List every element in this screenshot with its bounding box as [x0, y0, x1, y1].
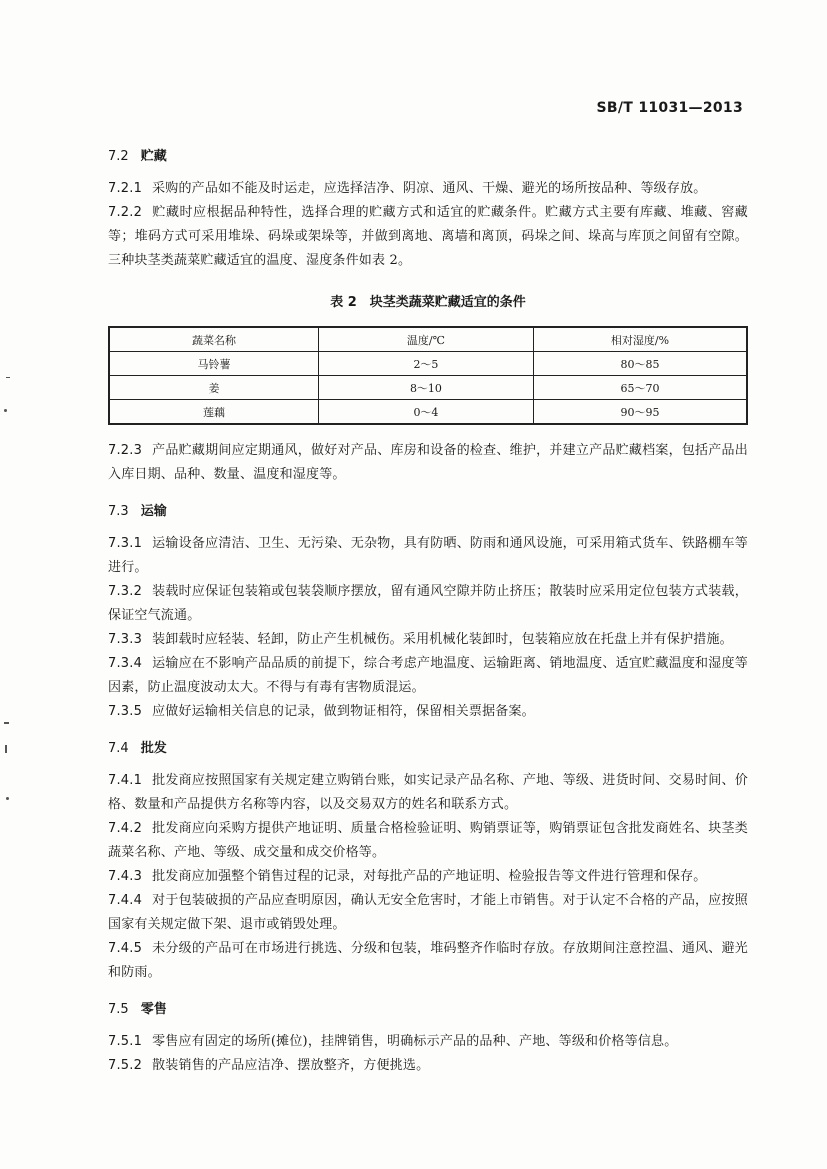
clause-text: 批发商应向采购方提供产地证明、质量合格检验证明、购销票证等，购销票证包含批发商姓名、块茎类蔬菜名称、产地、等级、成交量和成交价格等。 [108, 821, 748, 860]
section-number: 7.4 [108, 741, 129, 756]
clause-number: 7.2.1 [108, 181, 143, 196]
table-cell: 65～70 [533, 376, 747, 400]
section-title: 运输 [140, 504, 167, 519]
table-header-cell: 蔬菜名称 [109, 327, 318, 352]
table-caption: 表 2 块茎类蔬菜贮藏适宜的条件 [330, 295, 526, 310]
section-heading-7-5 [108, 1001, 748, 1019]
section-number: 7.2 [108, 149, 129, 164]
clause-text: 零售应有固定的场所(摊位)，挂牌销售，明确标示产品的品种、产地、等级和价格等信息。 [152, 1034, 678, 1049]
table-cell: 莲藕 [109, 400, 318, 425]
clause-7-3-2 [108, 580, 748, 628]
clause-7-4-3 [108, 865, 748, 889]
clause-number: 7.4.5 [108, 941, 143, 956]
clause-text: 未分级的产品可在市场进行挑选、分级和包装，堆码整齐作临时存放。存放期间注意控温、通风、避光和防雨。 [108, 941, 748, 980]
table-row [109, 400, 747, 425]
section-title: 贮藏 [140, 149, 167, 164]
table-cell: 姜 [109, 376, 318, 400]
clause-text: 运输设备应清洁、卫生、无污染、无杂物，具有防晒、防雨和通风设施，可采用箱式货车、铁路棚车等进行。 [108, 536, 748, 575]
clause-7-3-1 [108, 532, 748, 580]
clause-text: 散装销售的产品应洁净、摆放整齐，方便挑选。 [152, 1058, 430, 1073]
standard-code: SB/T 11031—2013 [596, 100, 743, 116]
clause-7-3-4 [108, 652, 748, 700]
table-header-row [109, 327, 747, 352]
clause-text: 运输应在不影响产品品质的前提下，综合考虑产地温度、运输距离、销地温度、适宜贮藏温度和湿度等因素，防止温度波动太大。不得与有毒有害物质混运。 [108, 656, 748, 695]
table-cell: 2～5 [318, 352, 533, 376]
section-heading-7-3 [108, 503, 748, 521]
section-heading-7-4 [108, 740, 748, 758]
table-header-cell: 温度/℃ [318, 327, 533, 352]
clause-number: 7.4.2 [108, 821, 143, 836]
table-cell: 8～10 [318, 376, 533, 400]
clause-number: 7.5.2 [108, 1058, 143, 1073]
document-body [108, 148, 748, 1078]
table-cell: 80～85 [533, 352, 747, 376]
clause-number: 7.4.3 [108, 869, 143, 884]
clause-number: 7.2.2 [108, 205, 143, 220]
clause-text: 装卸载时应轻装、轻卸，防止产生机械伤。采用机械化装卸时，包装箱应放在托盘上并有保护措施。 [152, 632, 733, 647]
clause-7-4-1 [108, 769, 748, 817]
clause-text: 批发商应加强整个销售过程的记录，对每批产品的产地证明、检验报告等文件进行管理和保存。 [152, 869, 707, 884]
section-number: 7.5 [108, 1002, 129, 1017]
clause-number: 7.3.3 [108, 632, 143, 647]
clause-number: 7.2.3 [108, 443, 143, 458]
table-header-cell: 相对湿度/% [533, 327, 747, 352]
section-title: 零售 [140, 1002, 167, 1017]
clause-number: 7.3.1 [108, 536, 143, 551]
clause-7-4-4 [108, 889, 748, 937]
storage-conditions-table [108, 326, 748, 425]
clause-text: 应做好运输相关信息的记录，做到物证相符，保留相关票据备案。 [152, 704, 535, 719]
clause-number: 7.5.1 [108, 1034, 143, 1049]
section-number: 7.3 [108, 504, 129, 519]
clause-7-3-5 [108, 700, 748, 724]
clause-number: 7.4.4 [108, 893, 143, 908]
table-cell: 马铃薯 [109, 352, 318, 376]
clause-number: 7.3.4 [108, 656, 143, 671]
clause-text: 装载时应保证包装箱或包装袋顺序摆放，留有通风空隙并防止挤压；散装时应采用定位包装方式装载，保证空气流通。 [108, 584, 748, 623]
table-row [109, 352, 747, 376]
clause-text: 产品贮藏期间应定期通风，做好对产品、库房和设备的检查、维护，并建立产品贮藏档案，包括产品出入库日期、品种、数量、温度和湿度等。 [108, 443, 748, 482]
clause-number: 7.3.5 [108, 704, 143, 719]
table-cell: 0～4 [318, 400, 533, 425]
clause-7-4-5 [108, 937, 748, 985]
clause-text: 采购的产品如不能及时运走，应选择洁净、阴凉、通风、干燥、避光的场所按品种、等级存放。 [152, 181, 707, 196]
clause-text: 批发商应按照国家有关规定建立购销台账，如实记录产品名称、产地、等级、进货时间、交易时间、价格、数量和产品提供方名称等内容，以及交易双方的姓名和联系方式。 [108, 773, 748, 812]
clause-7-2-2 [108, 201, 748, 273]
clause-7-5-1 [108, 1030, 748, 1054]
table-row [109, 376, 747, 400]
clause-7-3-3 [108, 628, 748, 652]
clause-text: 对于包装破损的产品应查明原因，确认无安全危害时，才能上市销售。对于认定不合格的产品，应按照国家有关规定做下架、退市或销毁处理。 [108, 893, 748, 932]
clause-text: 贮藏时应根据品种特性，选择合理的贮藏方式和适宜的贮藏条件。贮藏方式主要有库藏、堆藏、窖藏等；堆码方式可采用堆垛、码垛或架垛等，并做到离地、离墙和离顶，码垛之间、垛高与库顶之间留有空隙。三种块茎类蔬菜贮藏适宜的温度、湿度条件如表 2。 [108, 205, 748, 268]
clause-number: 7.4.1 [108, 773, 143, 788]
clause-7-2-3 [108, 439, 748, 487]
clause-7-4-2 [108, 817, 748, 865]
table-cell: 90～95 [533, 400, 747, 425]
section-heading-7-2 [108, 148, 748, 166]
clause-number: 7.3.2 [108, 584, 143, 599]
clause-7-2-1 [108, 177, 748, 201]
section-title: 批发 [140, 741, 167, 756]
clause-7-5-2 [108, 1054, 748, 1078]
